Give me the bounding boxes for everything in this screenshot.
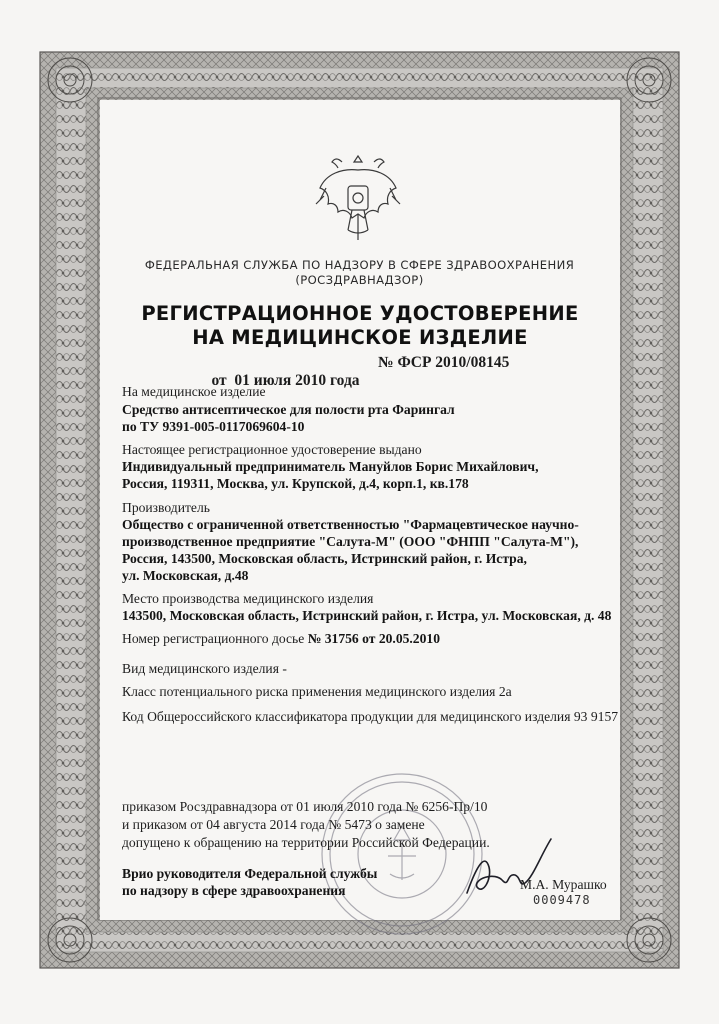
- dossier-line: [122, 631, 440, 647]
- order-line-1: приказом Росздравнадзора от 01 июля 2010 года № 6256-Пр/10: [122, 799, 488, 814]
- certificate-title: РЕГИСТРАЦИОННОЕ УДОСТОВЕРЕНИЕ: [141, 302, 579, 325]
- manufacturer-line-1: Общество с ограниченной ответственностью "Фармацевтическое научно-: [122, 517, 579, 532]
- production-place-label: Место производства медицинского изделия: [122, 591, 374, 606]
- certificate-date: от 01 июля 2010 года: [211, 372, 360, 389]
- issued-holder: Индивидуальный предприниматель Мануйлов Борис Михайлович,: [122, 459, 539, 474]
- manufacturer-line-2: производственное предприятие "Салута-М" (ООО "ФНПП "Салута-М"),: [122, 534, 579, 549]
- device-type: Вид медицинского изделия -: [122, 661, 287, 676]
- dossier-number: № 31756 от 20.05.2010: [307, 631, 440, 646]
- agency-abbreviation: (РОСЗДРАВНАДЗОР): [295, 273, 424, 287]
- issued-label: Настоящее регистрационное удостоверение выдано: [122, 442, 422, 457]
- okp-code: Код Общероссийского классификатора продукции для медицинского изделия 93 9157: [122, 709, 619, 724]
- certificate-subtitle: НА МЕДИЦИНСКОЕ ИЗДЕЛИЕ: [192, 326, 528, 349]
- agency-name: ФЕДЕРАЛЬНАЯ СЛУЖБА ПО НАДЗОРУ В СФЕРЕ ЗДРАВООХРАНЕНИЯ: [144, 258, 575, 272]
- serial-number: 0009478: [533, 893, 591, 907]
- signatory-title-1: Врио руководителя Федеральной службы: [122, 866, 378, 881]
- order-line-3: допущено к обращению на территории Российской Федерации.: [122, 835, 490, 850]
- device-name: Средство антисептическое для полости рта Фарингал: [122, 402, 455, 417]
- manufacturer-line-3: Россия, 143500, Московская область, Истринский район, г. Истра,: [122, 551, 527, 566]
- risk-class: Класс потенциального риска применения медицинского изделия 2а: [122, 684, 512, 699]
- issued-address: Россия, 119311, Москва, ул. Крупской, д.4, корп.1, кв.178: [122, 476, 469, 491]
- production-place: 143500, Московская область, Истринский район, г. Истра, ул. Московская, д. 48: [122, 608, 612, 623]
- signatory-title-2: по надзору в сфере здравоохранения: [122, 883, 346, 898]
- device-spec: по ТУ 9391-005-0117069604-10: [122, 419, 305, 434]
- eagle-emblem-icon: [312, 148, 404, 248]
- order-line-2: и приказом от 04 августа 2014 года № 5473 о замене: [122, 817, 425, 832]
- certificate-number: № ФСР 2010/08145: [378, 354, 510, 371]
- dossier-label: Номер регистрационного досье: [122, 631, 308, 646]
- device-label: На медицинское изделие: [122, 384, 266, 399]
- manufacturer-line-4: ул. Московская, д.48: [122, 568, 249, 583]
- signatory-name: М.А. Мурашко: [520, 877, 607, 892]
- manufacturer-label: Производитель: [122, 500, 210, 515]
